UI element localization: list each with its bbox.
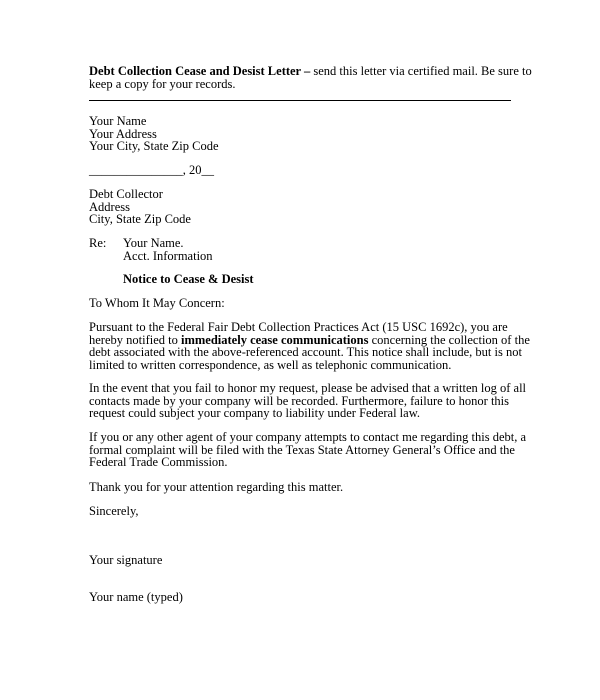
paragraph-1-emphasis: immediately cease communications bbox=[181, 332, 369, 347]
date-line: _______________, 20__ bbox=[89, 163, 214, 177]
signature-label: Your signature bbox=[89, 553, 163, 567]
date-block bbox=[89, 164, 514, 177]
paragraph-2 bbox=[89, 381, 527, 421]
subject-heading: Notice to Cease & Desist bbox=[123, 272, 254, 286]
recipient-address-block bbox=[89, 188, 514, 226]
recipient-city-state-zip: City, State Zip Code bbox=[89, 212, 191, 227]
sign-off: Sincerely, bbox=[89, 504, 139, 518]
letter-title: Debt Collection Cease and Desist Letter – bbox=[89, 64, 311, 78]
sender-address: Your Address bbox=[89, 126, 157, 141]
typed-name-block bbox=[89, 591, 514, 604]
paragraph-1-line-1: Pursuant to the Federal Fair Debt Collection Practices Act (15 USC 1692c), you are bbox=[89, 320, 508, 334]
reference-line-2: Acct. Information bbox=[123, 248, 213, 263]
recipient-address: Address bbox=[89, 199, 130, 214]
paragraph-1-line-2-start: hereby notified to bbox=[89, 332, 181, 347]
paragraph-1-line-4: limited to written correspondence, as well as telephonic communication. bbox=[89, 357, 452, 372]
closing-thanks: Thank you for your attention regarding this matter. bbox=[89, 480, 344, 494]
closing-thanks-block bbox=[89, 481, 514, 494]
recipient-name: Debt Collector bbox=[89, 187, 163, 201]
letter-header bbox=[89, 64, 532, 91]
header-divider bbox=[89, 100, 511, 101]
paragraph-1-line-3: debt associated with the above-referenced account. This notice shall include, but is not bbox=[89, 345, 522, 360]
paragraph-3-line-3: Federal Trade Commission. bbox=[89, 455, 228, 470]
reference-block bbox=[89, 237, 514, 262]
header-instruction-1: send this letter via certified mail. Be sure to bbox=[310, 64, 532, 78]
header-line-1 bbox=[89, 64, 532, 78]
header-instruction-2: keep a copy for your records. bbox=[89, 76, 236, 91]
reference-label: Re: bbox=[89, 236, 107, 250]
paragraph-1 bbox=[89, 320, 530, 372]
signature-block bbox=[89, 554, 514, 567]
subject-block bbox=[123, 273, 548, 286]
paragraph-3-line-1: If you or any other agent of your company attempts to contact me regarding this debt, a bbox=[89, 430, 527, 444]
paragraph-1-line-2-end: concerning the collection of the bbox=[368, 332, 530, 347]
typed-name-label: Your name (typed) bbox=[89, 590, 183, 604]
sender-city-state-zip: Your City, State Zip Code bbox=[89, 139, 219, 154]
paragraph-2-line-3: request could subject your company to liability under Federal law. bbox=[89, 406, 421, 421]
reference-line-1: Your Name. bbox=[123, 236, 184, 250]
paragraph-2-line-1: In the event that you fail to honor my request, please be advised that a written log of all bbox=[89, 381, 527, 395]
salutation-block bbox=[89, 297, 514, 310]
paragraph-3 bbox=[89, 430, 527, 470]
sender-name: Your Name bbox=[89, 114, 147, 128]
sender-address-block bbox=[89, 115, 514, 153]
salutation: To Whom It May Concern: bbox=[89, 296, 225, 310]
paragraph-3-line-2: formal complaint will be filed with the Texas State Attorney General’s Office and the bbox=[89, 442, 515, 457]
sign-off-block bbox=[89, 505, 514, 518]
paragraph-2-line-2: contacts made by your company will be recorded. Furthermore, failure to honor this bbox=[89, 393, 510, 408]
